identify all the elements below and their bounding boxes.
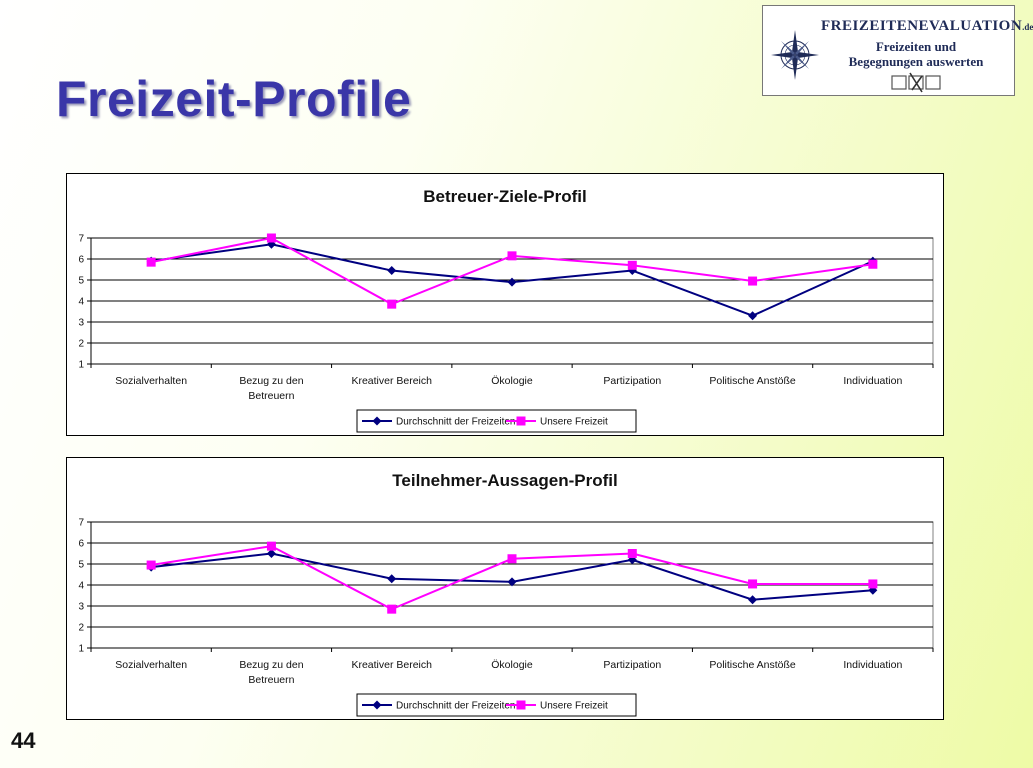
y-tick-label: 5 [78, 275, 84, 287]
logo-line-2: Begegnungen auswerten [848, 54, 984, 69]
x-tick-label: Kreativer Bereich [351, 659, 432, 671]
x-tick-label: Partizipation [603, 659, 662, 671]
x-tick-label: Ökologie [491, 659, 533, 671]
data-point [748, 579, 757, 588]
legend-label: Unsere Freizeit [540, 416, 608, 428]
y-tick-label: 4 [78, 580, 84, 592]
y-tick-label: 5 [78, 559, 84, 571]
y-tick-label: 6 [78, 254, 84, 266]
line-chart-betreuer-ziele [67, 174, 943, 435]
x-tick-label: Bezug zu den Betreuern [239, 659, 304, 686]
chart-teilnehmer-aussagen [66, 457, 944, 720]
legend-marker [517, 417, 526, 426]
chart-betreuer-ziele [66, 173, 944, 436]
line-chart-teilnehmer-aussagen [67, 458, 943, 719]
data-point [868, 260, 877, 269]
x-tick-label: Politische Anstöße [709, 375, 796, 387]
x-tick-label: Sozialverhalten [115, 659, 188, 671]
x-tick-label: Individuation [843, 659, 903, 671]
data-point [628, 261, 637, 270]
y-tick-label: 2 [78, 338, 84, 350]
y-tick-label: 2 [78, 622, 84, 634]
x-tick-label: Individuation [843, 375, 903, 387]
logo-line-1: Freizeiten und [875, 39, 957, 54]
data-point [147, 561, 156, 570]
logo [762, 5, 1033, 96]
data-point [147, 258, 156, 267]
y-tick-label: 4 [78, 296, 84, 308]
data-point [508, 251, 517, 260]
y-tick-label: 3 [78, 317, 84, 329]
data-point [267, 234, 276, 243]
data-point [868, 579, 877, 588]
logo-brand: FREIZEITENEVALUATION.de [821, 18, 1033, 34]
y-tick-label: 3 [78, 601, 84, 613]
checkbox-icons [891, 73, 941, 93]
data-point [387, 300, 396, 309]
x-tick-label: Kreativer Bereich [351, 375, 432, 387]
legend-marker [517, 701, 526, 710]
chart-title: Teilnehmer-Aussagen-Profil [392, 471, 618, 490]
y-tick-label: 7 [78, 233, 84, 245]
x-tick-label: Ökologie [491, 375, 533, 387]
y-tick-label: 1 [78, 643, 84, 655]
legend-label: Unsere Freizeit [540, 700, 608, 712]
y-tick-label: 1 [78, 359, 84, 371]
legend-label: Durchschnitt der Freizeiten [396, 700, 516, 712]
data-point [508, 554, 517, 563]
compass-rose-icon [769, 24, 821, 86]
data-point [628, 549, 637, 558]
data-point [267, 542, 276, 551]
data-point [748, 277, 757, 286]
x-tick-label: Politische Anstöße [709, 659, 796, 671]
data-point [387, 605, 396, 614]
page-number: 44 [11, 728, 36, 753]
x-tick-label: Sozialverhalten [115, 375, 188, 387]
y-tick-label: 7 [78, 517, 84, 529]
y-tick-label: 6 [78, 538, 84, 550]
slide-title: Freizeit-Profile [56, 71, 412, 127]
x-tick-label: Bezug zu den Betreuern [239, 375, 304, 402]
chart-title: Betreuer-Ziele-Profil [423, 187, 587, 206]
x-tick-label: Partizipation [603, 375, 662, 387]
legend-label: Durchschnitt der Freizeiten [396, 416, 516, 428]
